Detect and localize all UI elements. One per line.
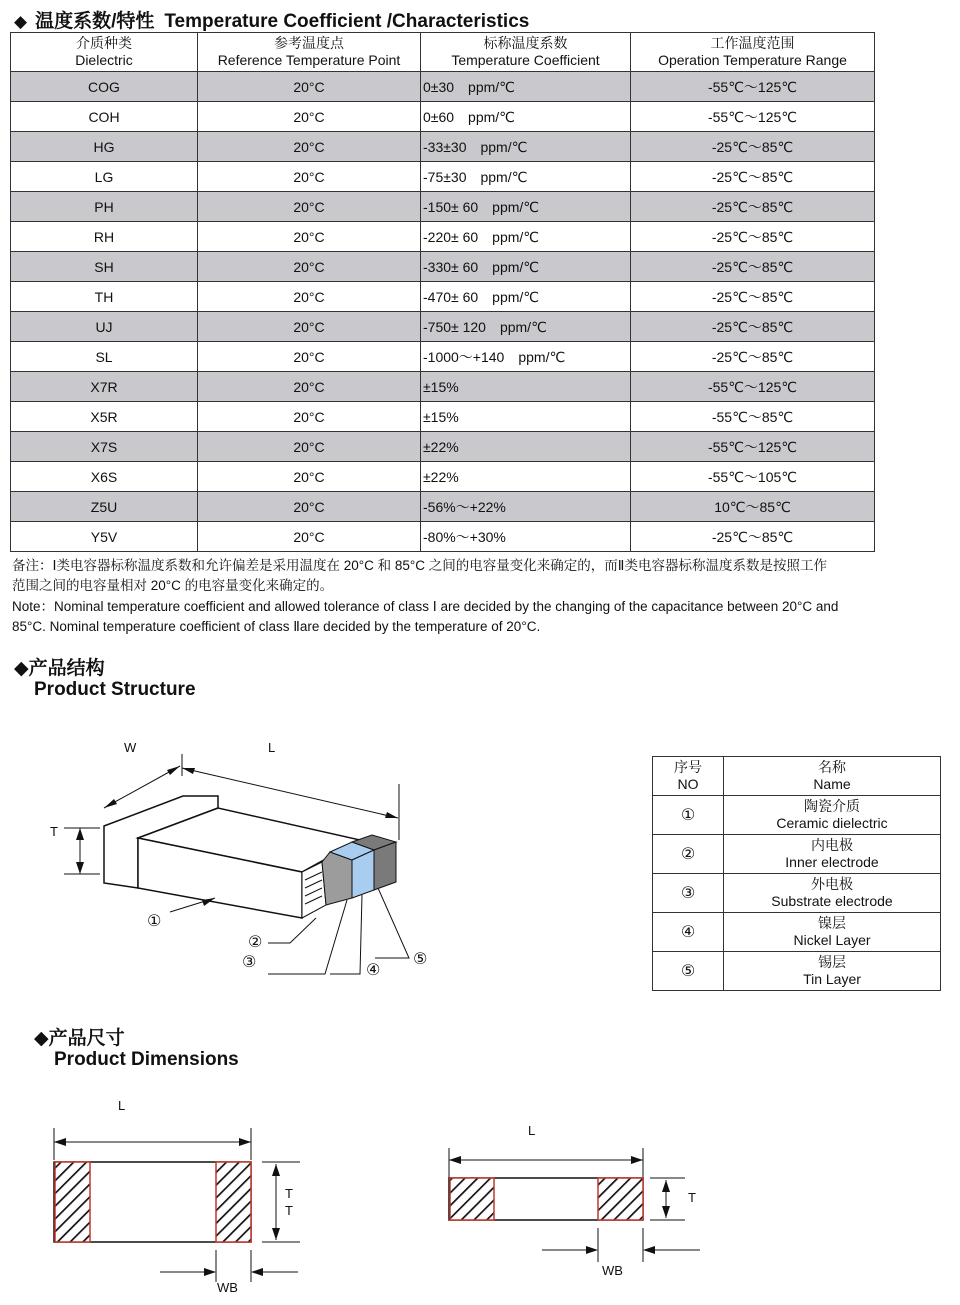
structure-title-cn: ◆产品结构 (14, 658, 105, 679)
cell-dielectric: HG (11, 132, 198, 162)
note-en-line1: Note：Nominal temperature coefficient and allowed tolerance of class Ⅰ are decided by the changing of the capacitance between 20°C and (12, 599, 839, 614)
callout-1: ① (147, 913, 162, 930)
cell-dielectric: SH (11, 252, 198, 282)
dim-right-label-t: T (688, 1190, 696, 1205)
note-en-line2: 85°C. Nominal temperature coefficient of class Ⅱare decided by the temperature of 20°C. (12, 619, 541, 634)
cell-dielectric: COG (11, 72, 198, 102)
callout-3: ③ (242, 954, 257, 971)
cell-coefficient: ±15% (421, 402, 631, 432)
dim-left-label-wb: WB (217, 1280, 238, 1295)
cell-dielectric: X6S (11, 462, 198, 492)
part-number: ② (653, 835, 724, 874)
cell-coefficient: ±22% (421, 432, 631, 462)
col-reference-point: 参考温度点 Reference Temperature Point (198, 33, 421, 72)
cell-reference: 20°C (198, 462, 421, 492)
cell-range: -25℃～85℃ (631, 132, 875, 162)
cell-coefficient: 0±60 ppm/℃ (421, 102, 631, 132)
callout-4: ④ (366, 962, 381, 979)
cell-dielectric: X7R (11, 372, 198, 402)
cell-coefficient: -56%～+22% (421, 492, 631, 522)
part-name-en: Nickel Layer (793, 932, 871, 948)
title-en: Temperature Coefficient /Characteristics (164, 11, 530, 32)
cell-range: -25℃～85℃ (631, 192, 875, 222)
cell-dielectric: RH (11, 222, 198, 252)
part-number: ④ (653, 913, 724, 952)
diamond-bullet-icon: ◆ (14, 12, 28, 31)
cell-coefficient: -80%～+30% (421, 522, 631, 552)
part-name-en: Ceramic dielectric (776, 815, 888, 831)
callout-5: ⑤ (413, 951, 428, 968)
label-t: T (50, 824, 58, 839)
part-number: ① (653, 796, 724, 835)
cell-range: -55℃～125℃ (631, 372, 875, 402)
cell-reference: 20°C (198, 282, 421, 312)
part-name-cn: 锡层 (818, 954, 846, 970)
cell-dielectric: PH (11, 192, 198, 222)
dim-right-label-l: L (528, 1123, 536, 1138)
cell-dielectric: SL (11, 342, 198, 372)
cell-coefficient: -470± 60 ppm/℃ (421, 282, 631, 312)
part-name-en: Substrate electrode (771, 893, 893, 909)
cell-dielectric: Z5U (11, 492, 198, 522)
cell-reference: 20°C (198, 372, 421, 402)
cell-dielectric: COH (11, 102, 198, 132)
cell-dielectric: LG (11, 162, 198, 192)
part-name-en: Tin Layer (803, 971, 861, 987)
cell-range: 10℃～85℃ (631, 492, 875, 522)
col-temp-coefficient: 标称温度系数 Temperature Coefficient (421, 33, 631, 72)
cell-dielectric: UJ (11, 312, 198, 342)
dimensions-title-cn: ◆产品尺寸 (34, 1028, 125, 1049)
cell-reference: 20°C (198, 72, 421, 102)
part-number: ③ (653, 874, 724, 913)
dim-right-label-wb: WB (602, 1263, 623, 1278)
cell-dielectric: X7S (11, 432, 198, 462)
cell-range: -25℃～85℃ (631, 522, 875, 552)
part-number: ⑤ (653, 952, 724, 991)
col-name: 名称 Name (724, 757, 941, 796)
part-name-en: Inner electrode (785, 854, 879, 870)
cell-reference: 20°C (198, 102, 421, 132)
dim-left-label-l: L (118, 1098, 126, 1113)
part-name-cn: 陶瓷介质 (804, 798, 860, 814)
dim-left-label-t1: T (285, 1186, 293, 1201)
cell-coefficient: -75±30 ppm/℃ (421, 162, 631, 192)
cell-range: -55℃～85℃ (631, 402, 875, 432)
cell-coefficient: ±22% (421, 462, 631, 492)
part-name-cn: 镍层 (818, 915, 846, 931)
cell-reference: 20°C (198, 192, 421, 222)
cell-reference: 20°C (198, 492, 421, 522)
cell-coefficient: -220± 60 ppm/℃ (421, 222, 631, 252)
label-l: L (268, 740, 276, 755)
col-dielectric: 介质种类 Dielectric (11, 33, 198, 72)
cell-reference: 20°C (198, 522, 421, 552)
label-w: W (124, 740, 137, 755)
callout-2: ② (248, 934, 263, 951)
cell-coefficient: ±15% (421, 372, 631, 402)
cell-coefficient: -33±30 ppm/℃ (421, 132, 631, 162)
title-cn: 温度系数/特性 (35, 11, 155, 32)
cell-reference: 20°C (198, 222, 421, 252)
cell-coefficient: 0±30 ppm/℃ (421, 72, 631, 102)
cell-coefficient: -1000～+140 ppm/℃ (421, 342, 631, 372)
cell-reference: 20°C (198, 432, 421, 462)
cell-reference: 20°C (198, 132, 421, 162)
dimensions-title-en: Product Dimensions (54, 1049, 239, 1070)
cell-coefficient: -150± 60 ppm/℃ (421, 192, 631, 222)
cell-range: -55℃～125℃ (631, 432, 875, 462)
part-name-cn: 外电极 (811, 876, 853, 892)
cell-dielectric: X5R (11, 402, 198, 432)
note-cn-line2: 范围之间的电容量相对 20°C 的电容量变化来确定的。 (12, 578, 334, 593)
cell-range: -55℃～105℃ (631, 462, 875, 492)
cell-coefficient: -750± 120 ppm/℃ (421, 312, 631, 342)
cell-reference: 20°C (198, 342, 421, 372)
dim-left-label-t2: T (285, 1203, 293, 1218)
cell-range: -25℃～85℃ (631, 222, 875, 252)
col-operation-range: 工作温度范围 Operation Temperature Range (631, 33, 875, 72)
cell-range: -25℃～85℃ (631, 252, 875, 282)
note-cn-line1: 备注：Ⅰ类电容器标称温度系数和允许偏差是采用温度在 20°C 和 85°C 之间的电容量变化来确定的，而Ⅱ类电容器标称温度系数是按照工作 (12, 558, 827, 573)
cell-range: -25℃～85℃ (631, 342, 875, 372)
col-no: 序号 NO (653, 757, 724, 796)
cell-dielectric: TH (11, 282, 198, 312)
cell-range: -25℃～85℃ (631, 162, 875, 192)
cell-reference: 20°C (198, 312, 421, 342)
cell-range: -25℃～85℃ (631, 312, 875, 342)
cell-dielectric: Y5V (11, 522, 198, 552)
cell-reference: 20°C (198, 252, 421, 282)
cell-reference: 20°C (198, 162, 421, 192)
cell-coefficient: -330± 60 ppm/℃ (421, 252, 631, 282)
part-name-cn: 内电极 (811, 837, 853, 853)
cell-range: -55℃～125℃ (631, 72, 875, 102)
structure-title-en: Product Structure (34, 679, 196, 700)
cell-range: -55℃～125℃ (631, 102, 875, 132)
cell-range: -25℃～85℃ (631, 282, 875, 312)
cell-reference: 20°C (198, 402, 421, 432)
